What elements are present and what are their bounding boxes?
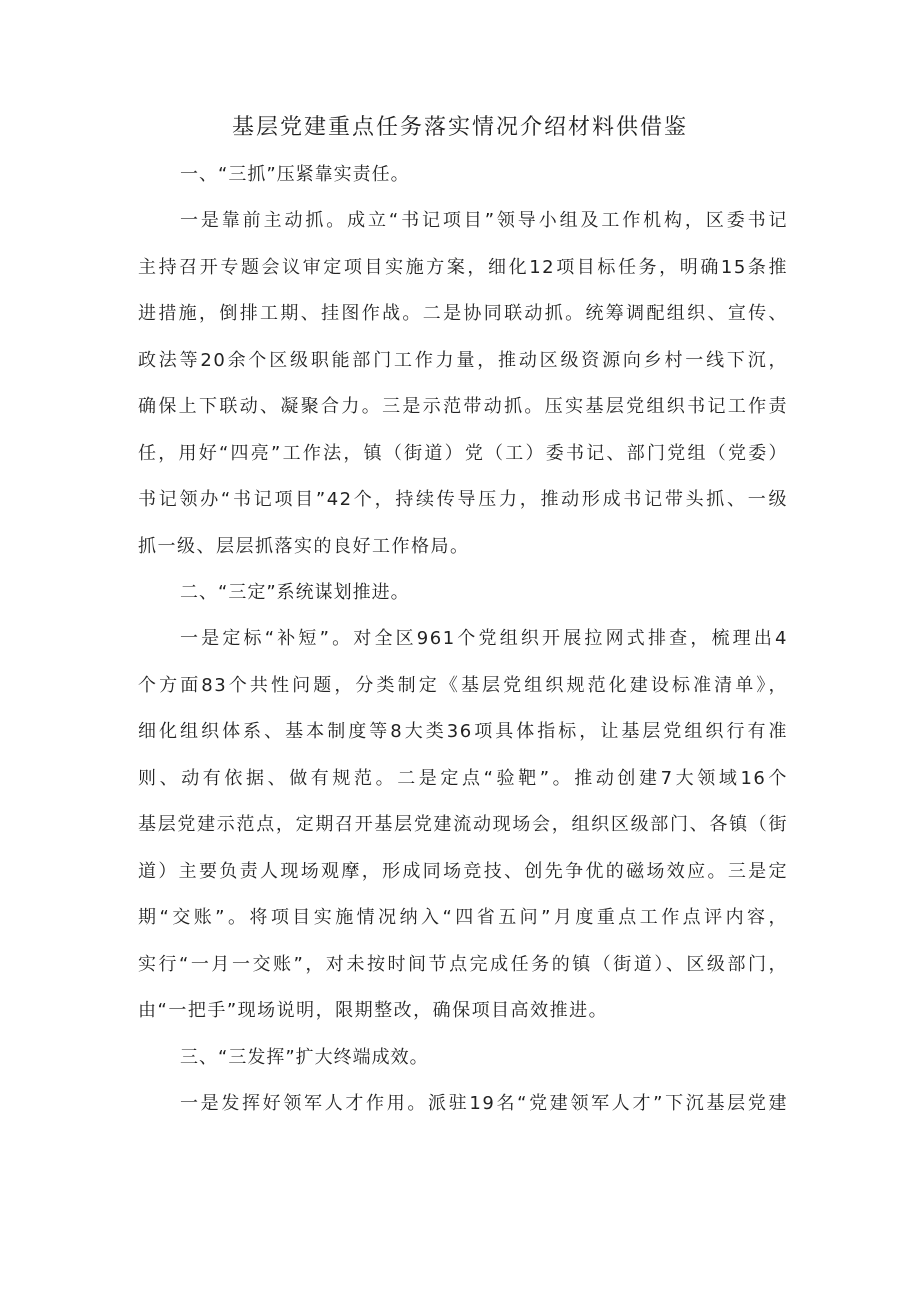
paragraph-line: 细化组织体系、基本制度等8大类36项具体指标，让基层党组织行有准 [138, 721, 788, 742]
paragraph-line: 基层党建示范点，定期召开基层党建流动现场会，组织区级部门、各镇（街 [138, 814, 788, 835]
document-body [138, 152, 788, 1127]
paragraph-2 [138, 616, 788, 1035]
paragraph-line: 一是发挥好领军人才作用。派驻19名“党建领军人才”下沉基层党建 [180, 1092, 788, 1114]
paragraph-line: 进措施，倒排工期、挂图作战。二是协同联动抓。统筹调配组织、宣传、 [138, 303, 788, 324]
paragraph-3 [138, 1081, 788, 1128]
section-heading-2: 二、“三定”系统谋划推进。 [180, 582, 410, 603]
paragraph-line: 道）主要负责人现场观摩，形成同场竞技、创先争优的磁场效应。三是定 [138, 860, 788, 882]
paragraph-line: 则、动有依据、做有规范。二是定点“验靶”。推动创建7大领域16个 [138, 767, 788, 789]
paragraph-line: 一是定标“补短”。对全区961个党组织开展拉网式排查，梳理出4 [180, 628, 788, 649]
section-heading-1: 一、“三抓”压紧靠实责任。 [180, 164, 410, 185]
paragraph-line: 确保上下联动、凝聚合力。三是示范带动抓。压实基层党组织书记工作责 [138, 396, 788, 417]
section-heading-3: 三、“三发挥”扩大终端成效。 [180, 1046, 429, 1068]
paragraph-1 [138, 198, 788, 570]
paragraph-line: 期“交账”。将项目实施情况纳入“四省五问”月度重点工作点评内容， [138, 907, 788, 928]
document-title: 基层党建重点任务落实情况介绍材料供借鉴 [231, 115, 688, 140]
paragraph-line: 任，用好“四亮”工作法，镇（街道）党（工）委书记、部门党组（党委） [138, 442, 788, 464]
paragraph-line: 由“一把手”现场说明，限期整改，确保项目高效推进。 [138, 1000, 609, 1021]
paragraph-line: 主持召开专题会议审定项目实施方案，细化12项目标任务，明确15条推 [138, 256, 788, 278]
paragraph-line: 个方面83个共性问题，分类制定《基层党组织规范化建设标准清单》， [138, 674, 788, 696]
paragraph-line: 书记领办“书记项目”42个，持续传导压力，推动形成书记带头抓、一级 [138, 489, 788, 510]
paragraph-line: 抓一级、层层抓落实的良好工作格局。 [138, 535, 470, 557]
paragraph-line: 实行“一月一交账”，对未按时间节点完成任务的镇（街道）、区级部门， [138, 953, 788, 975]
paragraph-line: 政法等20余个区级职能部门工作力量，推动区级资源向乡村一线下沉， [138, 349, 788, 371]
paragraph-line: 一是靠前主动抓。成立“书记项目”领导小组及工作机构，区委书记 [180, 210, 788, 231]
